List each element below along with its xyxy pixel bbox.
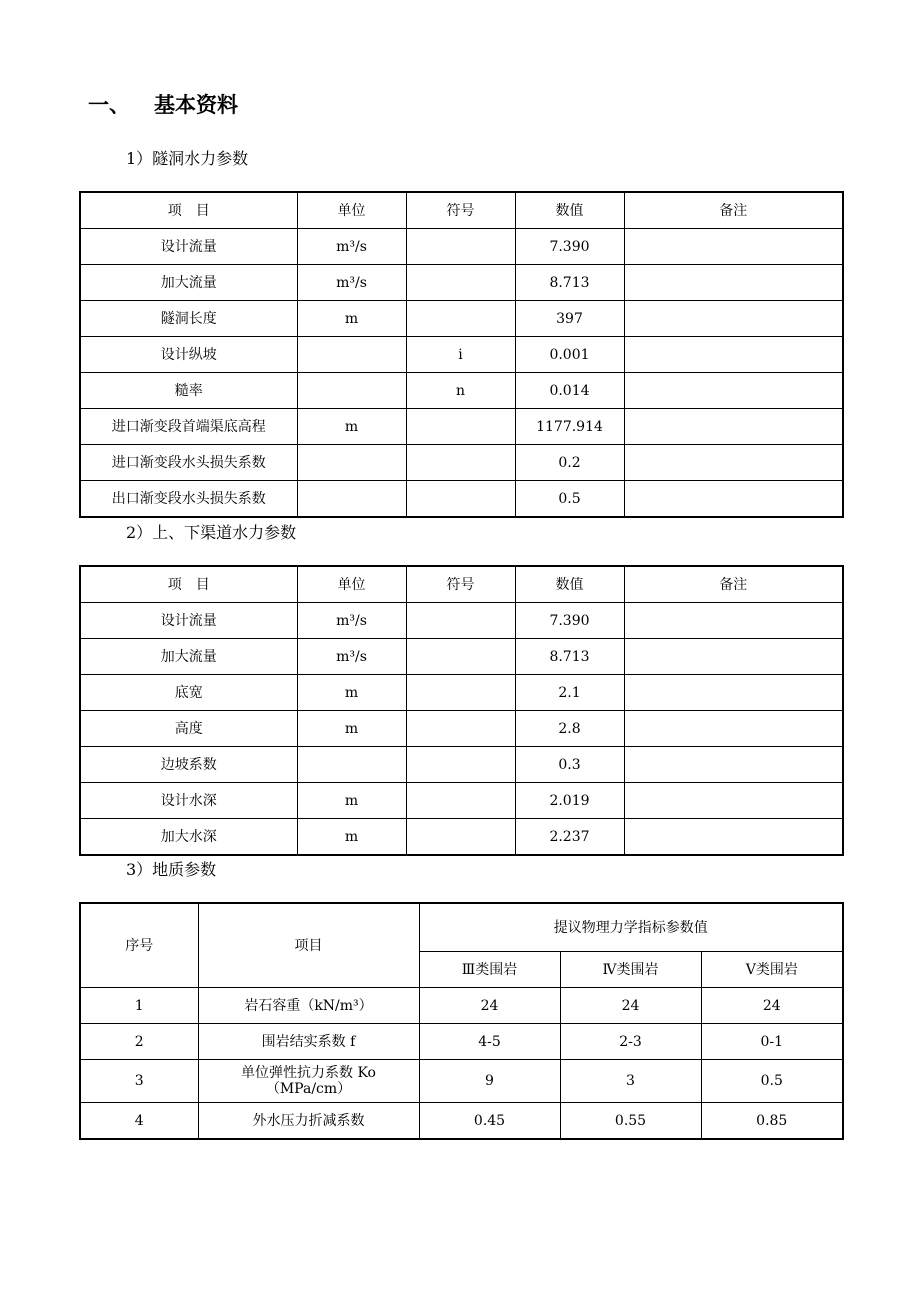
table-cell bbox=[624, 783, 843, 819]
table-cell: m³/s bbox=[297, 639, 406, 675]
table-cell: 隧洞长度 bbox=[80, 301, 297, 337]
table-header-cell: 数值 bbox=[515, 192, 624, 229]
row-value: 24 bbox=[419, 988, 560, 1024]
table-cell bbox=[406, 445, 515, 481]
table-cell: 设计流量 bbox=[80, 603, 297, 639]
table-cell: 0.014 bbox=[515, 373, 624, 409]
table-cell: m³/s bbox=[297, 229, 406, 265]
table-row bbox=[80, 711, 843, 747]
table-cell bbox=[406, 783, 515, 819]
table-cell: 0.2 bbox=[515, 445, 624, 481]
table-header-cell: 符号 bbox=[406, 192, 515, 229]
geology-table bbox=[79, 902, 844, 1140]
header-class-3: Ⅲ类围岩 bbox=[419, 952, 560, 988]
table-cell: m³/s bbox=[297, 265, 406, 301]
table-cell bbox=[406, 229, 515, 265]
heading-title: 基本资料 bbox=[154, 93, 238, 117]
table-cell: 0.3 bbox=[515, 747, 624, 783]
table-cell bbox=[406, 409, 515, 445]
row-value: 4-5 bbox=[419, 1024, 560, 1060]
table-cell bbox=[406, 711, 515, 747]
table-row bbox=[80, 373, 843, 409]
header-item: 项目 bbox=[198, 903, 419, 988]
table-row bbox=[80, 603, 843, 639]
row-value: 24 bbox=[560, 988, 701, 1024]
table-cell bbox=[624, 603, 843, 639]
table-cell bbox=[624, 337, 843, 373]
table-cell: 加大水深 bbox=[80, 819, 297, 856]
tunnel-hydraulic-table bbox=[79, 191, 844, 518]
table-header-cell: 单位 bbox=[297, 566, 406, 603]
table-cell bbox=[624, 747, 843, 783]
table-row bbox=[80, 1103, 843, 1140]
table-cell bbox=[406, 675, 515, 711]
heading-number: 一、 bbox=[88, 93, 130, 117]
table-cell: n bbox=[406, 373, 515, 409]
table-cell: 397 bbox=[515, 301, 624, 337]
table-cell: 7.390 bbox=[515, 229, 624, 265]
table-cell: 0.001 bbox=[515, 337, 624, 373]
table-cell: m bbox=[297, 675, 406, 711]
table-cell bbox=[297, 445, 406, 481]
header-no: 序号 bbox=[80, 903, 198, 988]
row-item bbox=[198, 988, 419, 1024]
table-row bbox=[80, 1060, 843, 1103]
row-item-text: 岩石容重（kN/m³） bbox=[244, 997, 373, 1014]
table-cell: 0.5 bbox=[515, 481, 624, 518]
row-value: 0.85 bbox=[701, 1103, 843, 1140]
table-row bbox=[80, 265, 843, 301]
table-cell: 高度 bbox=[80, 711, 297, 747]
row-value: 0.45 bbox=[419, 1103, 560, 1140]
row-number: 2 bbox=[80, 1024, 198, 1060]
row-item bbox=[198, 1060, 419, 1103]
row-item bbox=[198, 1024, 419, 1060]
table-cell: 加大流量 bbox=[80, 639, 297, 675]
table-cell bbox=[406, 603, 515, 639]
table-cell: 8.713 bbox=[515, 265, 624, 301]
table-cell: 进口渐变段首端渠底高程 bbox=[80, 409, 297, 445]
header-class-4: Ⅳ类围岩 bbox=[560, 952, 701, 988]
table-cell: 底宽 bbox=[80, 675, 297, 711]
table-header-cell: 数值 bbox=[515, 566, 624, 603]
table-cell: 8.713 bbox=[515, 639, 624, 675]
row-number: 3 bbox=[80, 1060, 198, 1103]
table-row bbox=[80, 819, 843, 856]
table-row bbox=[80, 445, 843, 481]
table-cell bbox=[624, 445, 843, 481]
table-header-cell: 备注 bbox=[624, 192, 843, 229]
row-value: 0.5 bbox=[701, 1060, 843, 1103]
table-row bbox=[80, 337, 843, 373]
table-cell bbox=[406, 639, 515, 675]
table-cell: 2.8 bbox=[515, 711, 624, 747]
table-cell bbox=[624, 265, 843, 301]
table-header-row bbox=[80, 192, 843, 229]
table-cell: 2.019 bbox=[515, 783, 624, 819]
row-value: 0.55 bbox=[560, 1103, 701, 1140]
row-number: 4 bbox=[80, 1103, 198, 1140]
table-cell: 1177.914 bbox=[515, 409, 624, 445]
table-row bbox=[80, 675, 843, 711]
table-cell bbox=[406, 301, 515, 337]
table-cell: 糙率 bbox=[80, 373, 297, 409]
table-row bbox=[80, 783, 843, 819]
table-row bbox=[80, 639, 843, 675]
table-cell bbox=[624, 639, 843, 675]
row-item-text: 外水压力折减系数 bbox=[252, 1112, 365, 1129]
table-cell: m bbox=[297, 711, 406, 747]
row-item-text: 围岩结实系数 f bbox=[261, 1033, 356, 1050]
row-value: 3 bbox=[560, 1060, 701, 1103]
table-cell: 7.390 bbox=[515, 603, 624, 639]
table-cell: m bbox=[297, 301, 406, 337]
table-cell bbox=[406, 819, 515, 856]
table-row bbox=[80, 481, 843, 518]
table-header-cell: 备注 bbox=[624, 566, 843, 603]
header-class-5: Ⅴ类围岩 bbox=[701, 952, 843, 988]
row-value: 24 bbox=[701, 988, 843, 1024]
table-cell: m bbox=[297, 819, 406, 856]
table-header-cell: 单位 bbox=[297, 192, 406, 229]
table-cell bbox=[297, 373, 406, 409]
row-number: 1 bbox=[80, 988, 198, 1024]
table-cell bbox=[624, 481, 843, 518]
row-item-unit: （MPa/cm） bbox=[265, 1081, 352, 1097]
table-cell bbox=[624, 301, 843, 337]
table-header-cell: 符号 bbox=[406, 566, 515, 603]
table-cell: 设计纵坡 bbox=[80, 337, 297, 373]
table-row bbox=[80, 747, 843, 783]
table-cell bbox=[406, 747, 515, 783]
table-cell: 边坡系数 bbox=[80, 747, 297, 783]
tunnel-params-caption: 1）隧洞水力参数 bbox=[126, 149, 249, 168]
row-value: 2-3 bbox=[560, 1024, 701, 1060]
table-row bbox=[80, 301, 843, 337]
table-header-cell: 项 目 bbox=[80, 566, 297, 603]
table-cell: 出口渐变段水头损失系数 bbox=[80, 481, 297, 518]
table-cell: 加大流量 bbox=[80, 265, 297, 301]
table-cell bbox=[624, 373, 843, 409]
table-row bbox=[80, 1024, 843, 1060]
table-cell: 2.237 bbox=[515, 819, 624, 856]
table-header-row bbox=[80, 566, 843, 603]
table-cell bbox=[624, 409, 843, 445]
table-cell: 2.1 bbox=[515, 675, 624, 711]
table-cell: 进口渐变段水头损失系数 bbox=[80, 445, 297, 481]
table-row bbox=[80, 988, 843, 1024]
table-cell: i bbox=[406, 337, 515, 373]
section-heading bbox=[88, 88, 238, 122]
table-cell bbox=[297, 337, 406, 373]
channel-params-caption: 2）上、下渠道水力参数 bbox=[126, 523, 297, 542]
table-row bbox=[80, 229, 843, 265]
row-item bbox=[198, 1103, 419, 1140]
geology-params-caption: 3）地质参数 bbox=[126, 860, 217, 879]
table-cell bbox=[624, 819, 843, 856]
table-cell bbox=[624, 711, 843, 747]
table-cell bbox=[624, 229, 843, 265]
header-group: 提议物理力学指标参数值 bbox=[419, 903, 843, 952]
table-cell: m bbox=[297, 783, 406, 819]
table-cell bbox=[406, 265, 515, 301]
table-cell: m³/s bbox=[297, 603, 406, 639]
table-header-cell: 项 目 bbox=[80, 192, 297, 229]
row-item-text: 单位弹性抗力系数 Ko bbox=[241, 1065, 376, 1081]
table-cell: 设计流量 bbox=[80, 229, 297, 265]
table-cell: m bbox=[297, 409, 406, 445]
geology-header-row bbox=[80, 903, 843, 952]
table-cell bbox=[406, 481, 515, 518]
table-cell bbox=[297, 481, 406, 518]
table-row bbox=[80, 409, 843, 445]
table-cell bbox=[624, 675, 843, 711]
table-cell: 设计水深 bbox=[80, 783, 297, 819]
channel-hydraulic-table bbox=[79, 565, 844, 856]
row-value: 9 bbox=[419, 1060, 560, 1103]
table-cell bbox=[297, 747, 406, 783]
row-value: 0-1 bbox=[701, 1024, 843, 1060]
